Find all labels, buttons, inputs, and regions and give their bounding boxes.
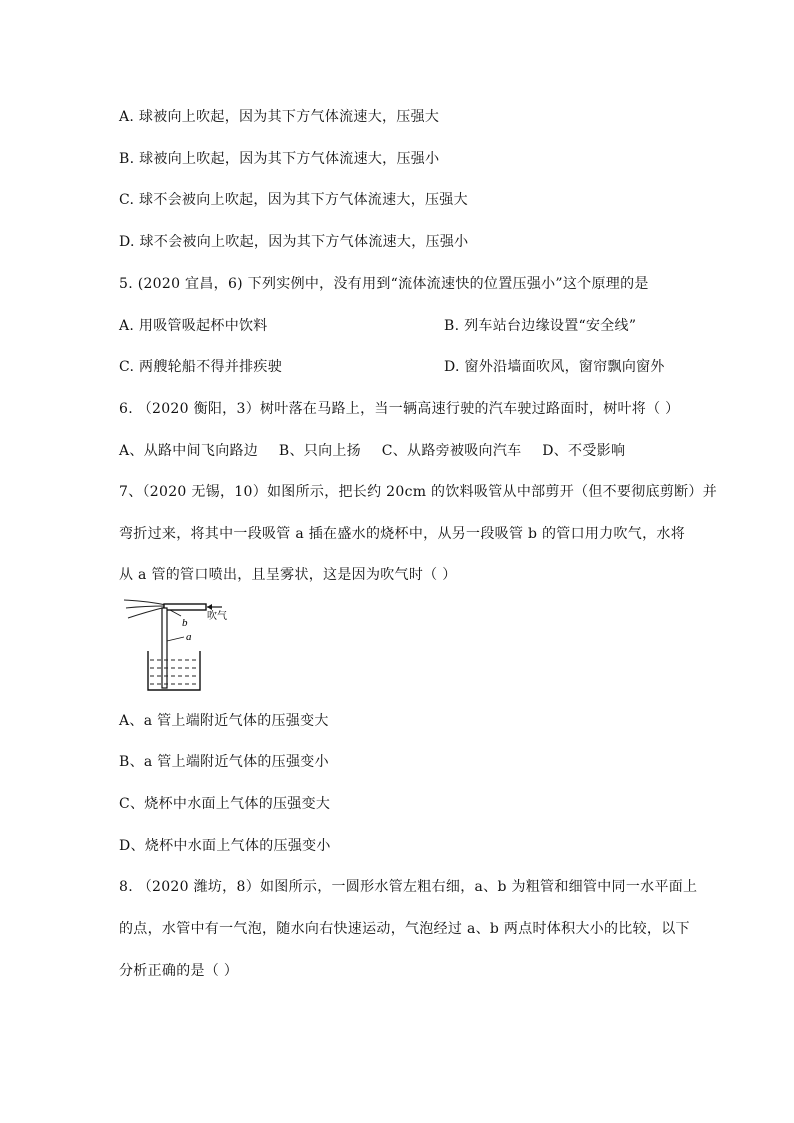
spray-lines (124, 600, 166, 618)
q7-straw-beaker-figure (118, 596, 228, 696)
q5-stem: 5. (2020 宜昌，6) 下列实例中，没有用到“流体流速快的位置压强小”这个原理的是 (119, 276, 649, 292)
q4-option-b: B. 球被向上吹起，因为其下方气体流速大，压强小 (119, 151, 440, 167)
label-b: b (182, 617, 188, 629)
q5-option-d: D. 窗外沿墙面吹风，窗帘飘向窗外 (444, 359, 665, 375)
blow-arrow (207, 604, 222, 610)
q7-option-c: C、烧杯中水面上气体的压强变大 (119, 796, 331, 812)
q8-stem-line-3: 分析正确的是（ ） (119, 963, 239, 979)
q4-option-d: D. 球不会被向上吹起，因为其下方气体流速大，压强小 (119, 234, 469, 250)
q5-option-a: A. 用吸管吸起杯中饮料 (119, 318, 268, 334)
q8-stem-line-1: 8. （2020 潍坊，8）如图所示，一圆形水管左粗右细，a、b 为粗管和细管中同一水平面上 (119, 879, 698, 895)
q7-stem-line-3: 从 a 管的管口喷出，且呈雾状，这是因为吹气时（ ） (119, 567, 457, 583)
q4-option-a: A. 球被向上吹起，因为其下方气体流速大，压强大 (119, 109, 440, 125)
q6-option-d: D、不受影响 (542, 443, 626, 459)
label-a: a (186, 631, 192, 643)
q6-stem: 6. （2020 衡阳，3）树叶落在马路上，当一辆高速行驶的汽车驶过路面时，树叶将（ ） (119, 401, 680, 417)
q8-stem-line-2: 的点，水管中有一气泡，随水向右快速运动，气泡经过 a、b 两点时体积大小的比较，以下 (119, 921, 690, 937)
q6-options (119, 441, 641, 461)
q7-option-b: B、a 管上端附近气体的压强变小 (119, 754, 329, 770)
q6-option-a: A、从路中间飞向路边 (119, 443, 259, 459)
q6-option-b: B、只向上扬 (278, 443, 361, 459)
q5-option-b: B. 列车站台边缘设置“安全线” (444, 318, 637, 334)
q7-stem-line-1: 7、（2020 无锡，10）如图所示，把长约 20cm 的饮料吸管从中部剪开（但不要彻底剪断）并 (119, 484, 718, 500)
q7-stem-line-2: 弯折过来，将其中一段吸管 a 插在盛水的烧杯中，从另一段吸管 b 的管口用力吹气，水将 (119, 526, 686, 542)
q4-option-c: C. 球不会被向上吹起，因为其下方气体流速大，压强大 (119, 192, 468, 208)
q7-option-d: D、烧杯中水面上气体的压强变小 (119, 838, 331, 854)
q7-option-a: A、a 管上端附近气体的压强变大 (119, 713, 329, 729)
straw-b (164, 604, 206, 610)
q5-option-c: C. 两艘轮船不得并排疾驶 (119, 359, 283, 375)
q6-option-c: C、从路旁被吸向汽车 (381, 443, 522, 459)
label-blow: 吹气 (207, 611, 227, 622)
water (150, 660, 198, 684)
